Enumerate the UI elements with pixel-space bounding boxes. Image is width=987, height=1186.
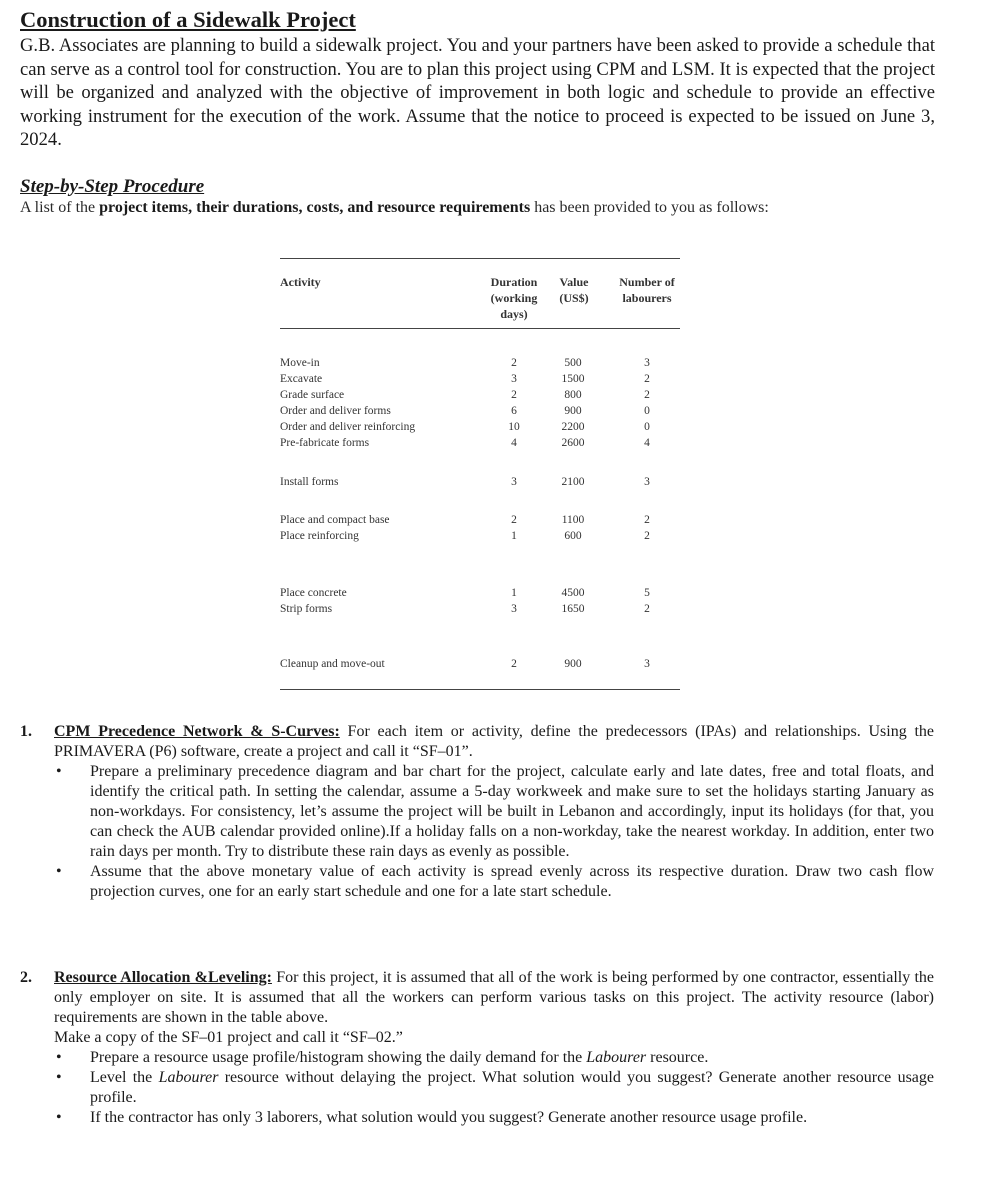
cell-duration: 4 <box>511 437 517 449</box>
cell-labourers: 0 <box>644 421 650 433</box>
cell-value: 900 <box>564 658 582 670</box>
cell-value: 1500 <box>561 373 585 385</box>
cell-duration: 2 <box>511 658 517 670</box>
table-row <box>280 388 680 402</box>
cell-activity: Move-in <box>280 357 320 369</box>
cell-duration: 3 <box>511 373 517 385</box>
cell-duration: 2 <box>511 357 517 369</box>
cell-value: 4500 <box>561 587 585 599</box>
table-row <box>280 436 680 450</box>
table-row <box>280 529 680 543</box>
cell-labourers: 0 <box>644 405 650 417</box>
cell-labourers: 3 <box>644 476 650 488</box>
cell-labourers: 3 <box>644 658 650 670</box>
table-bottom-rule <box>280 689 680 690</box>
cell-duration: 10 <box>508 421 520 433</box>
cell-activity: Pre-fabricate forms <box>280 437 370 449</box>
section-1-number: 1. <box>20 723 32 740</box>
cell-value: 500 <box>564 357 582 369</box>
section-2-heading: Resource Allocation &Leveling: <box>54 969 272 986</box>
cell-value: 1650 <box>561 603 585 615</box>
list-item: • Assume that the above monetary value of each activity is spread evenly across its respective duration. Draw two cash flow projection curves, one for an early start schedule and one for a late start schedule. <box>20 862 934 902</box>
section-2-text: For this project, it is assumed that all of the work is being performed by one contractor, essentially the only employer on site. It is assumed that all the workers can perform various tasks on this project. The activity resource (labor) requirements are shown in the table above. <box>54 969 935 1026</box>
cell-activity: Excavate <box>280 373 323 385</box>
cell-activity: Cleanup and move-out <box>280 658 385 670</box>
section-1 <box>20 722 934 902</box>
cell-activity: Place and compact base <box>280 514 390 526</box>
list-item: • Prepare a preliminary precedence diagram and bar chart for the project, calculate early and late dates, free and total floats, and identify the critical path. In setting the calendar, assume a 5-day workweek and make sure to set the holidays starting January as non-workdays. For consistency, let’s assume the project will be built in Lebanon and accordingly, input its holidays (for that, you can check the AUB calendar provided online).If a holiday falls on a non-workday, take the nearest workday. In addition, enter two rain days per month. Try to distribute these rain days as evenly as possible. <box>20 762 934 862</box>
cell-labourers: 2 <box>644 373 650 385</box>
table-row <box>280 356 680 370</box>
section-1-text: For each item or activity, define the predecessors (IPAs) and relationships. Using the PRIMAVERA (P6) software, create a project and call it “SF–01”. <box>54 723 935 760</box>
section-2-number: 2. <box>20 969 32 986</box>
cell-value: 900 <box>564 405 582 417</box>
table-row <box>280 513 680 527</box>
cell-duration: 3 <box>511 476 517 488</box>
table-row <box>280 602 680 616</box>
section-1-bullets <box>20 762 934 902</box>
cell-labourers: 2 <box>644 514 650 526</box>
cell-duration: 2 <box>511 514 517 526</box>
cell-labourers: 4 <box>644 437 650 449</box>
section-1-heading: CPM Precedence Network & S-Curves: <box>54 723 340 740</box>
cell-activity: Place concrete <box>280 587 347 599</box>
cell-value: 600 <box>564 530 582 542</box>
cell-duration: 1 <box>511 530 517 542</box>
section-2 <box>20 968 934 1128</box>
table-header-rule <box>280 328 680 329</box>
section-2-copy-instruction: Make a copy of the SF–01 project and call it “SF–02.” <box>54 1029 403 1046</box>
cell-value: 2600 <box>561 437 585 449</box>
procedure-heading: Step-by-Step Procedure <box>20 175 205 197</box>
header-duration: Duration (working days) <box>490 275 538 321</box>
section-2-bullets <box>20 1048 934 1128</box>
cell-duration: 2 <box>511 389 517 401</box>
cell-activity: Order and deliver reinforcing <box>280 421 416 433</box>
cell-duration: 3 <box>511 603 517 615</box>
cell-duration: 1 <box>511 587 517 599</box>
cell-activity: Strip forms <box>280 603 333 615</box>
cell-activity: Order and deliver forms <box>280 405 391 417</box>
table-row <box>280 657 680 671</box>
cell-labourers: 5 <box>644 587 650 599</box>
list-item: • If the contractor has only 3 laborers, what solution would you suggest? Generate another resource usage profile. <box>20 1108 934 1128</box>
cell-value: 1100 <box>561 514 585 526</box>
header-labourers: Number of labourers <box>619 275 675 305</box>
intro-paragraph: G.B. Associates are planning to build a sidewalk project. You and your partners have been asked to provide a schedule that can serve as a control tool for construction. You are to plan this project using CPM and LSM. It is expected that the project will be organized and analyzed with the objective of improvement in both logic and schedule to provide an effective working instrument for the execution of the work. Assume that the notice to proceed is expected to be issued on June 3, 2024. <box>20 35 935 151</box>
list-item: • Level the Labourer resource without delaying the project. What solution would you suggest? Generate another resource usage profile. <box>20 1068 934 1108</box>
cell-labourers: 3 <box>644 357 650 369</box>
cell-activity: Install forms <box>280 476 339 488</box>
cell-value: 2200 <box>561 421 585 433</box>
document-page <box>20 6 935 218</box>
header-value: Value (US$) <box>559 275 589 305</box>
cell-value: 800 <box>564 389 582 401</box>
cell-labourers: 2 <box>644 603 650 615</box>
cell-activity: Grade surface <box>280 389 345 401</box>
table-row <box>280 404 680 418</box>
table-top-rule <box>280 258 680 259</box>
table-row <box>280 586 680 600</box>
cell-activity: Place reinforcing <box>280 530 359 542</box>
page-title: Construction of a Sidewalk Project <box>20 7 356 32</box>
cell-labourers: 2 <box>644 530 650 542</box>
table-row <box>280 475 680 489</box>
table-row <box>280 420 680 434</box>
cell-value: 2100 <box>561 476 585 488</box>
procedure-intro: A list of the project items, their durations, costs, and resource requirements has been provided to you as follows: <box>20 198 769 216</box>
list-item: • Prepare a resource usage profile/histogram showing the daily demand for the Labourer resource. <box>20 1048 934 1068</box>
cell-duration: 6 <box>511 405 517 417</box>
table-row <box>280 372 680 386</box>
header-activity: Activity <box>280 275 321 289</box>
cell-labourers: 2 <box>644 389 650 401</box>
